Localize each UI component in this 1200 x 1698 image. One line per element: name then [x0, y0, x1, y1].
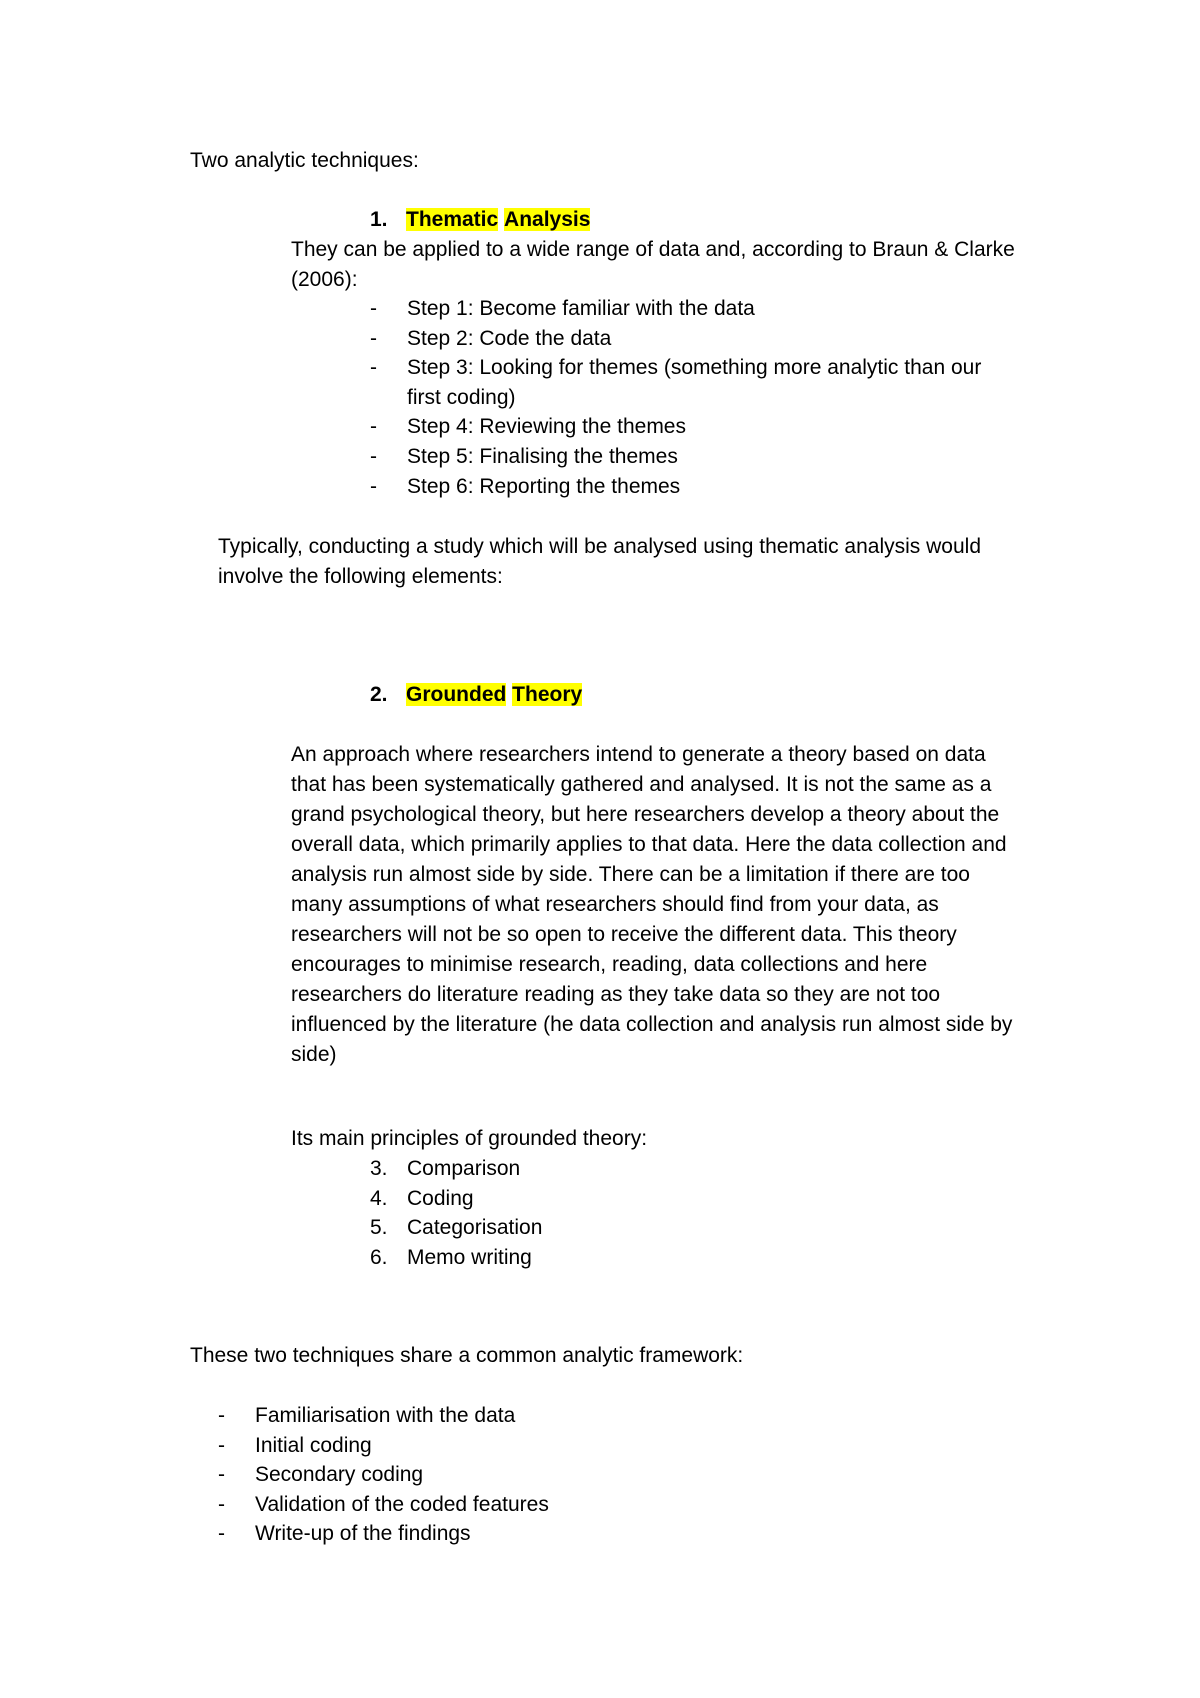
list-item-text: Categorisation — [407, 1216, 543, 1240]
paragraph-line: grand psychological theory, but here researchers develop a theory about the — [291, 803, 1000, 826]
steps-list — [370, 294, 1200, 501]
paragraph-line: involve the following elements: — [218, 565, 503, 588]
list-item — [218, 1460, 1200, 1490]
list-item — [370, 1213, 1200, 1243]
bullet-dash: - — [370, 356, 377, 380]
paragraph-line: many assumptions of what researchers should find from your data, as — [291, 893, 939, 916]
list-item — [370, 412, 1200, 442]
paragraph-line: encourages to minimise research, reading, data collections and here — [291, 953, 928, 976]
paragraph-line: (2006): — [291, 268, 358, 291]
step-text: Step 5: Finalising the themes — [407, 444, 678, 468]
step-text: Step 3: Looking for themes (something more analytic than our — [407, 356, 982, 380]
list-number: 5. — [370, 1216, 388, 1240]
list-item — [370, 294, 1200, 324]
list-item-text: Familiarisation with the data — [255, 1404, 516, 1427]
list-number: 6. — [370, 1245, 388, 1269]
list-item-text: Initial coding — [255, 1433, 372, 1457]
list-item — [370, 353, 1200, 383]
list-item — [370, 472, 1200, 502]
step-text-continued: first coding) — [407, 385, 516, 409]
bullet-dash: - — [370, 326, 377, 350]
list-item-text: Secondary coding — [255, 1463, 424, 1487]
bullet-dash: - — [370, 415, 377, 439]
bullet-dash: - — [218, 1404, 225, 1427]
framework-list — [218, 1401, 1200, 1549]
section2-number: 2. — [370, 683, 388, 706]
principles-list — [370, 1154, 1200, 1272]
framework-intro-text: These two techniques share a common analytic framework: — [190, 1344, 744, 1367]
section1-title-b: Analysis — [504, 208, 591, 231]
paragraph-line: An approach where researchers intend to generate a theory based on data — [291, 743, 986, 766]
paragraph-line: overall data, which primarily applies to that data. Here the data collection and — [291, 833, 1007, 856]
list-item — [370, 1243, 1200, 1273]
section1-number: 1. — [370, 208, 388, 231]
list-item — [370, 1154, 1200, 1184]
list-item-text: Write-up of the findings — [255, 1522, 471, 1546]
paragraph-line: analysis run almost side by side. There can be a limitation if there are too — [291, 863, 970, 886]
principles-intro-text: Its main principles of grounded theory: — [291, 1127, 648, 1150]
framework-intro — [190, 1341, 1200, 1371]
list-item — [218, 1431, 1200, 1461]
paragraph-line: researchers do literature reading as they take data so they are not too — [291, 983, 941, 1006]
paragraph-line: Typically, conducting a study which will be analysed using thematic analysis would — [218, 535, 982, 558]
paragraph-line: that has been systematically gathered and analysed. It is not the same as a — [291, 773, 992, 796]
section2-title-b: Theory — [512, 683, 583, 706]
step-text: Step 1: Become familiar with the data — [407, 297, 755, 320]
principles-intro — [291, 1124, 1200, 1154]
list-item — [370, 442, 1200, 472]
section2-paragraph — [291, 740, 1200, 1070]
list-item-text: Memo writing — [407, 1245, 532, 1269]
list-item-text: Coding — [407, 1186, 474, 1210]
bullet-dash: - — [218, 1433, 225, 1457]
section2-heading — [370, 680, 1200, 710]
list-item — [370, 324, 1200, 354]
list-item-continuation — [370, 383, 1200, 413]
list-item — [218, 1519, 1200, 1549]
list-item — [370, 1184, 1200, 1214]
bullet-dash: - — [370, 444, 377, 468]
step-text: Step 4: Reviewing the themes — [407, 415, 686, 439]
bullet-dash: - — [370, 474, 377, 498]
step-text: Step 6: Reporting the themes — [407, 474, 681, 498]
list-item — [218, 1490, 1200, 1520]
list-item — [218, 1401, 1200, 1431]
section1-paragraph — [291, 235, 1200, 295]
paragraph-line: researchers will not be so open to receive the different data. This theory — [291, 923, 957, 946]
paragraph-line: influenced by the literature (he data collection and analysis run almost side by — [291, 1013, 1013, 1036]
list-number: 3. — [370, 1157, 388, 1180]
bullet-dash: - — [218, 1522, 225, 1546]
typically-paragraph — [218, 532, 1200, 592]
section1-heading — [370, 205, 1200, 235]
list-item-text: Comparison — [407, 1157, 521, 1180]
step-text: Step 2: Code the data — [407, 326, 612, 350]
bullet-dash: - — [218, 1463, 225, 1487]
bullet-dash: - — [218, 1492, 225, 1516]
list-number: 4. — [370, 1186, 388, 1210]
paragraph-line: They can be applied to a wide range of data and, according to Braun & Clarke — [291, 238, 1015, 261]
section2-title-a: Grounded — [406, 683, 507, 706]
intro-text: Two analytic techniques: — [190, 149, 419, 172]
bullet-dash: - — [370, 297, 377, 320]
section1-title-a: Thematic — [406, 208, 499, 231]
paragraph-line: side) — [291, 1043, 337, 1066]
list-item-text: Validation of the coded features — [255, 1492, 549, 1516]
intro-line — [190, 146, 1200, 176]
